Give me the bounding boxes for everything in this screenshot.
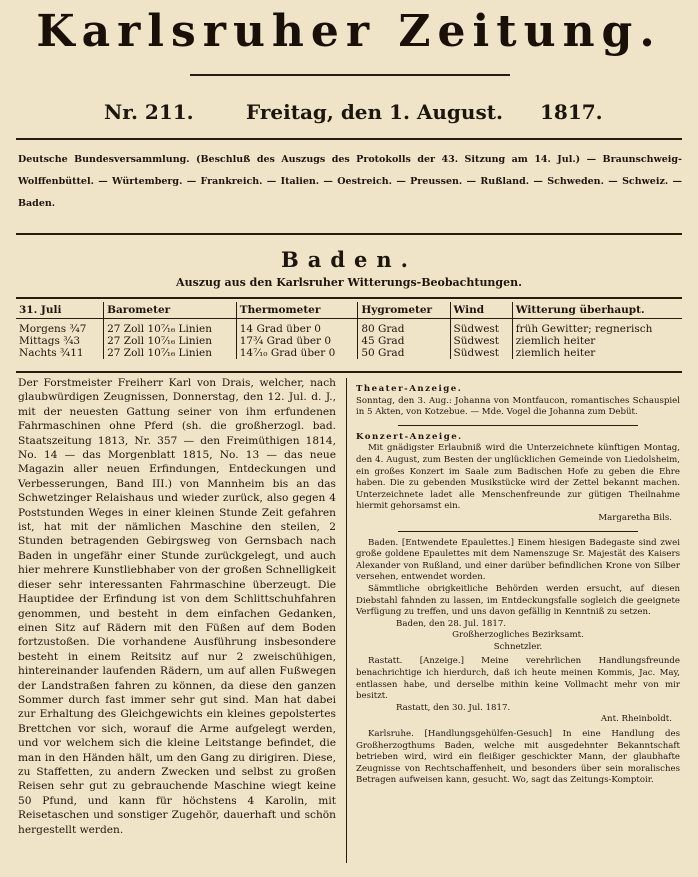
- ad-separator: [398, 531, 638, 532]
- advertisements-column: [356, 384, 680, 787]
- weather-cell: 45 Grad: [358, 335, 450, 347]
- contents-rule: [16, 233, 682, 235]
- weather-cell: früh Gewitter; regnerisch: [512, 319, 682, 336]
- ad-title-konzert: Konzert-Anzeige.: [356, 431, 463, 442]
- ad-date-epaulettes: Baden, den 28. Jul. 1817.: [396, 618, 507, 629]
- weather-cell: Morgens ¾7: [19, 323, 87, 335]
- weather-header-barometer: Barometer: [104, 302, 237, 319]
- column-divider: [346, 378, 347, 863]
- table-bottom-rule: [16, 371, 682, 373]
- weather-cell: 17¾ Grad über 0: [236, 335, 358, 347]
- table-row: [16, 347, 682, 359]
- table-of-contents: Deutsche Bundesversammlung. (Beschluß des Auszugs des Protokolls der 43. Sitzung am 14. Jul.) — Braunschweig-Wolffenbüttel. — Würtemberg. — Frankreich. — Italien. — Oestreich. — Preussen. — Rußland. — Schweden. — Schweiz. — Baden.: [18, 154, 682, 209]
- ad-name-epaulettes: Schnetzler.: [493, 641, 543, 652]
- ad-signature-rastatt: Ant. Rheinboldt.: [600, 714, 672, 725]
- ad-text-konzert: Mit gnädigster Erlaubniß wird die Unterzeichnete künftigen Montag, den 4. August, zum Besten der unglücklichen Gemeinde von Liedolsheim, ein großes Konzert im Saale zum Badischen Hofe zu geben die Ehre haben. Die zu gebenden Musikstücke wird der Zettel bekannt machen. Unterzeichnete ladet alle Menschenfreunde zur gütigen Theilnahme hiermit gehorsamst ein.: [356, 443, 680, 512]
- weather-header-hygrometer: Hygrometer: [358, 302, 450, 319]
- weather-cell: 27 Zoll 10⁷⁄₁₆ Linien: [104, 347, 237, 359]
- weather-header-date: 31. Juli: [16, 302, 104, 319]
- weather-cell: ziemlich heiter: [512, 335, 682, 347]
- article-drais: Der Forstmeister Freiherr Karl von Drais, welcher, nach glaubwürdigen Zeugnissen, Donnerstag, den 12. Jul. d. J., mit der neuesten Gattung seiner von ihm erfundenen Fahrmaschinen ohne Pferd (sh. die großherzogl. bad. Staatszeitung 1813, Nr. 357 — den Freimüthigen 1814, No. 14 — das Morgenblatt 1815, No. 13 — das neue Magazin aller neuen Erfindungen, Entdeckungen und Verbesserungen, Band III.) von Mannheim bis an das Schwetzinger Relaishaus und wieder zurück, also gegen 4 Poststunden Weges in einer kleinen Stunde Zeit gefahren ist, hat mit der nämlichen Maschine den steilen, 2 Stunden betragenden Gebirgsweg von Gernsbach nach Baden in ungefähr einer Stunde zurückgelegt, und auch hier mehrere Kunstliebhaber von der großen Schnelligkeit dieser sehr interessanten Fahrmaschine überzeugt. Die Hauptidee der Erfindung ist von dem Schlittschuhfahren genommen, und besteht in dem einfachen Gedanken, einen Sitz auf Rädern mit den Füßen auf dem Boden fortzustoßen. Die vorhandene Ausführung insbesondere besteht in einem Reitsitz auf nur 2 zweischühigen, hintereinander laufenden Rädern, um auf allen Fußwegen der Landstraßen fahren zu können, da diese den ganzen Sommer durch fast immer sehr gut sind. Man hat dabei zur Erhaltung des Gleichgewichts ein kleines gepolstertes Brettchen vor sich, worauf die Arme aufgelegt werden, und vor welchem sich die kleine Leitstange befindet, die man in den Händen hält, um den Gang zu dirigiren. Diese, zu Staffetten, zu andern Zwecken und selbst zu großen Reisen sehr gut zu gebrauchende Maschine wiegt keine 50 Pfund, und kann für höchstens 4 Karolin, mit Reisetaschen und sonstiger Zugehör, dauerhaft und schön hergestellt werden.: [18, 377, 336, 836]
- ad-separator: [398, 425, 638, 426]
- weather-cell: 14⁷⁄₁₀ Grad über 0: [236, 347, 358, 359]
- header-rule: [16, 138, 682, 140]
- table-row: [16, 319, 682, 336]
- ad-title-theater: Theater-Anzeige.: [356, 384, 463, 394]
- table-top-rule: [16, 297, 682, 299]
- weather-table: [16, 302, 682, 359]
- section-title-baden: Baden.: [281, 247, 417, 272]
- weather-cell: 27 Zoll 10⁷⁄₁₆ Linien: [104, 319, 237, 336]
- weather-cell: ziemlich heiter: [512, 347, 682, 359]
- section-subtitle: Auszug aus den Karlsruher Witterungs-Beobachtungen.: [176, 276, 522, 289]
- ad-office-epaulettes: Großherzogliches Bezirksamt.: [452, 630, 584, 641]
- issue-year: 1817.: [540, 100, 603, 124]
- weather-header-row: [16, 302, 682, 319]
- ad-date-rastatt: Rastatt, den 30. Jul. 1817.: [396, 702, 511, 713]
- ad-signature-konzert: Margaretha Bils.: [598, 512, 672, 523]
- weather-cell: Mittags ¾3: [19, 335, 81, 347]
- ad-text-epaulettes: Baden. [Entwendete Epaulettes.] Einem hiesigen Badegaste sind zwei große goldene Epaulettes mit dem Namenszuge Sr. Majestät des Kaisers Alexander von Rußland, und einer darüber befindlichen Krone von Silber versehen, entwendet worden.: [356, 537, 680, 583]
- issue-date: Freitag, den 1. August.: [246, 100, 503, 124]
- weather-cell: 80 Grad: [358, 319, 450, 336]
- weather-header-conditions: Witterung überhaupt.: [512, 302, 682, 319]
- table-row: [16, 335, 682, 347]
- weather-cell: Südwest: [450, 335, 512, 347]
- weather-header-wind: Wind: [450, 302, 512, 319]
- ad-text-rastatt: Rastatt. [Anzeige.] Meine verehrlichen Handlungsfreunde benachrichtige ich hierdurch, daß ich heute meinen Kommis, Jac. May, entlassen habe, und derselbe mithin keine Vollmacht mehr von mir besitzt.: [356, 656, 680, 702]
- ad-text-karlsruhe: Karlsruhe. [Handlungsgehülfen-Gesuch] In eine Handlung des Großherzogthums Baden, welche mit ausgedehnter Bekanntschaft betrieben wird, wird ein fleißiger geschickter Mann, der glaubhafte Zeugnisse von Rechtschaffenheit, und besonders über sein moralisches Betragen aufweisen kann, gesucht. Wo, sagt das Zeitungs-Komptoir.: [356, 729, 680, 786]
- ad-text-epaulettes-request: Sämmtliche obrigkeitliche Behörden werden ersucht, auf diesen Diebstahl fahnden zu lassen, im Entdeckungsfalle sogleich die geeignete Verfügung zu treffen, und uns davon gefällig in Kenntniß zu setzen.: [356, 583, 680, 618]
- masthead-title: Karlsruher Zeitung.: [36, 6, 662, 57]
- masthead-rule: [190, 74, 510, 76]
- weather-cell: Südwest: [450, 319, 512, 336]
- issue-number: Nr. 211.: [104, 100, 194, 124]
- weather-header-thermometer: Thermometer: [236, 302, 358, 319]
- weather-cell: Nachts ¾11: [19, 347, 84, 359]
- weather-cell: 14 Grad über 0: [236, 319, 358, 336]
- ad-text-theater: Sonntag, den 3. Aug.: Johanna von Montfaucon, romantisches Schauspiel in 5 Akten, von Kotzebue. — Mde. Vogel die Johanna zum Debüt.: [356, 395, 680, 418]
- weather-cell: 27 Zoll 10⁷⁄₁₆ Linien: [104, 335, 237, 347]
- weather-cell: 50 Grad: [358, 347, 450, 359]
- weather-cell: Südwest: [450, 347, 512, 359]
